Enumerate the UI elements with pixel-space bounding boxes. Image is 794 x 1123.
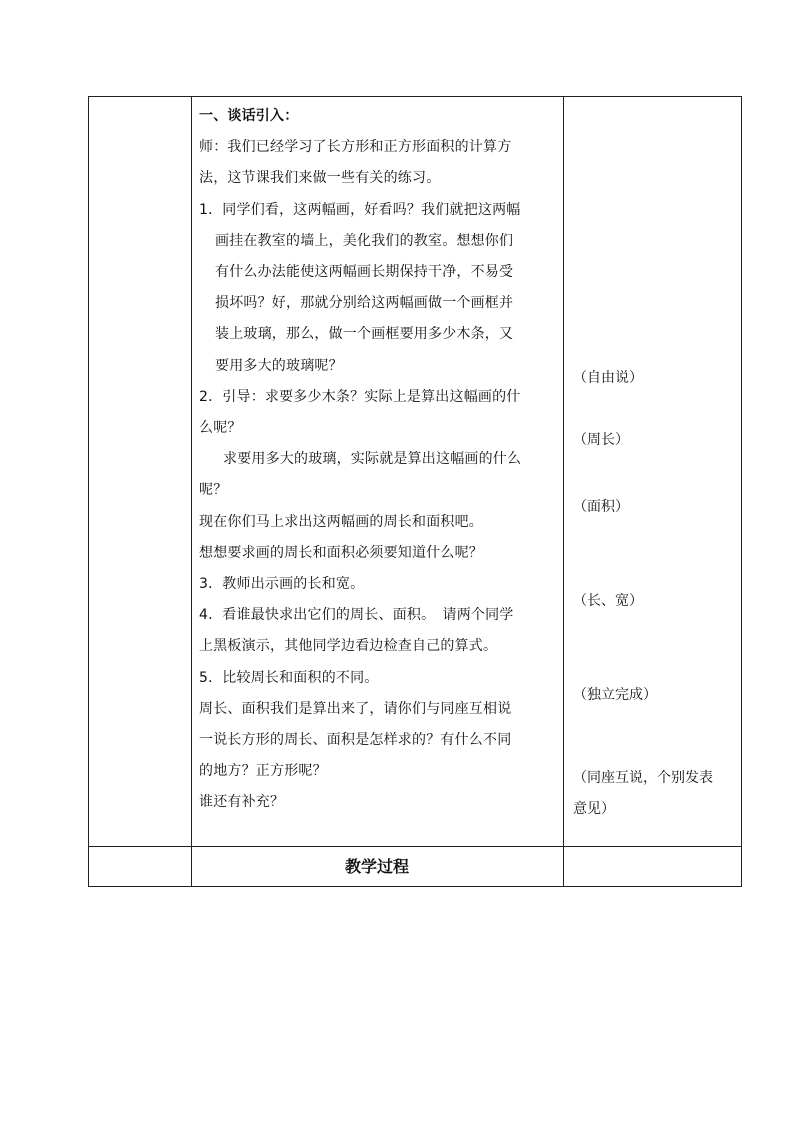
student-note-peer-talk: （同座互说，个别发表 [573, 770, 713, 786]
text-line: 装上玻璃，那么，做一个画框要用多少木条，又 [215, 326, 514, 343]
student-note-free-talk: （自由说） [573, 370, 643, 386]
teaching-process-cell [199, 101, 559, 819]
text-line: 一说长方形的周长、面积是怎样求的？有什么不同 [199, 732, 512, 749]
column-divider-right [563, 97, 564, 886]
student-note-area: （面积） [573, 499, 629, 515]
text-line: 呢？ [199, 482, 228, 499]
text-line: 要用多大的玻璃呢？ [215, 357, 343, 374]
text-line: 损坏吗？好，那就分别给这两幅画做一个画框并 [215, 295, 514, 312]
text-line: 求要用多大的玻璃，实际就是算出这幅画的什么 [223, 451, 522, 468]
student-note-peer-talk-cont: 意见） [573, 801, 615, 817]
text-line: 3．教师出示画的长和宽。 [199, 576, 365, 593]
column-divider-left [191, 97, 192, 886]
text-line: 画挂在教室的墙上，美化我们的教室。想想你们 [215, 232, 514, 249]
student-note-perimeter: （周长） [573, 432, 629, 448]
lesson-table [88, 96, 742, 887]
text-line: 4．看谁最快求出它们的周长、面积。 请两个同学 [199, 607, 514, 624]
text-line: 5．比较周长和面积的不同。 [199, 669, 379, 686]
text-line: 法，这节课我们来做一些有关的练习。 [199, 170, 441, 187]
text-line: 2．引导：求要多少木条？实际上是算出这幅画的什 [199, 388, 521, 405]
student-note-length-width: （长、宽） [573, 593, 643, 609]
section-heading: 一、谈话引入： [199, 108, 299, 124]
text-line: 周长、面积我们是算出来了，请你们与同座互相说 [199, 700, 512, 717]
text-line: 1．同学们看，这两幅画，好看吗？我们就把这两幅 [199, 201, 521, 218]
text-line: 师：我们已经学习了长方形和正方形面积的计算方 [199, 139, 512, 156]
text-line: 的地方？正方形呢？ [199, 763, 327, 780]
text-line: 现在你们马上求出这两幅画的周长和面积吧。 [199, 513, 483, 530]
text-line: 想想要求画的周长和面积必须要知道什么呢？ [199, 544, 483, 561]
student-note-independent: （独立完成） [573, 687, 657, 703]
text-line: 么呢？ [199, 420, 242, 437]
text-line: 上黑板演示，其他同学边看边检查自己的算式。 [199, 638, 498, 655]
text-line: 谁还有补充？ [199, 794, 285, 811]
teaching-process-title: 教学过程 [344, 857, 409, 876]
text-line: 有什么办法能使这两幅画长期保持干净，不易受 [215, 264, 514, 281]
